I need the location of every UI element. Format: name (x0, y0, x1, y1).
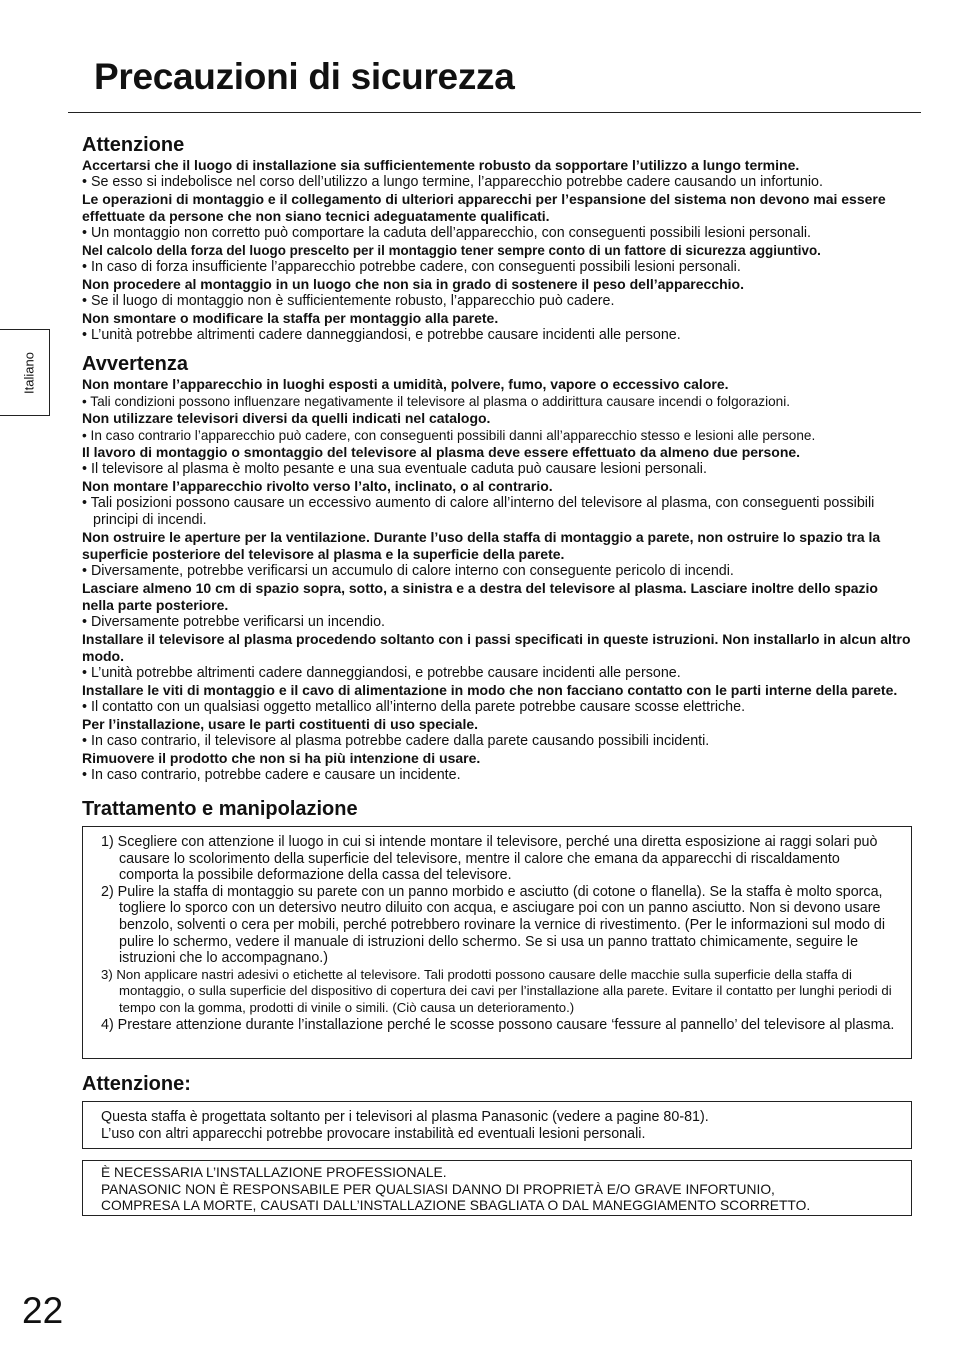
warning-detail: • L’unità potrebbe altrimenti cadere danneggiandosi, e potrebbe causare incidenti alle persone. (82, 665, 681, 681)
main-content (82, 133, 912, 1216)
language-tab (0, 329, 50, 416)
warning-detail: • L’unità potrebbe altrimenti cadere danneggiandosi, e potrebbe causare incidenti alle persone. (82, 327, 681, 343)
warning-detail: • Tali condizioni possono influenzare negativamente il televisore al plasma o addirittura causare incendi o folgorazioni. (82, 394, 791, 409)
warning-detail: • Diversamente, potrebbe verificarsi un accumulo di calore interno con conseguente pericolo di incendi. (82, 563, 734, 579)
section-heading-attenzione: Attenzione (82, 134, 185, 156)
professional-installation-box (82, 1160, 912, 1216)
section-heading-avvertenza: Avvertenza (82, 353, 188, 375)
care-item-1: 1) Scegliere con attenzione il luogo in cui si intende montare il televisore, perché una diretta esposizione ai raggi solari può causare lo scolorimento della superficie del televisore, mentre il calore che emana da apparecchi di riscaldamento comporta la possibile deformazione della cassa del televisore. (101, 834, 878, 884)
section-attenzione (82, 133, 912, 344)
warning-statement: Rimuovere il prodotto che non si ha più intenzione di usare. (82, 750, 481, 766)
warning-statement: Non smontare o modificare la staffa per montaggio alla parete. (82, 310, 499, 326)
page-number: 22 (22, 1290, 64, 1331)
warning-statement: Non ostruire le aperture per la ventilazione. Durante l’uso della staffa di montaggio a parete, non ostruire lo spazio tra la superficie posteriore del televisore al plasma e la superficie della parete. (82, 529, 881, 562)
warning-statement: Lasciare almeno 10 cm di spazio sopra, sotto, a sinistra e a destra del televisore al plasma. Lasciare inoltre dello spazio nella parte posteriore. (82, 580, 878, 613)
warning-statement: Non utilizzare televisori diversi da quelli indicati nel catalogo. (82, 410, 491, 426)
care-instructions-box (82, 826, 912, 1059)
warning-statement: Le operazioni di montaggio e il collegamento di ulteriori apparecchi per l’espansione del sistema non devono mai essere effettuate da persone che non siano tecnici adeguatamente qualificati. (82, 191, 886, 224)
section-heading-trattamento: Trattamento e manipolazione (82, 798, 358, 820)
attenzione-lines (82, 157, 912, 344)
language-tab-label: Italiano (21, 352, 37, 394)
warning-detail: • Se il luogo di montaggio non è sufficientemente robusto, l’apparecchio può cadere. (82, 293, 615, 309)
title-divider (68, 112, 921, 113)
section-attenzione-note (82, 1072, 912, 1149)
compatibility-note-line-2: L’uso con altri apparecchi potrebbe provocare instabilità ed eventuali lesioni personali. (101, 1125, 646, 1142)
avvertenza-lines (82, 376, 912, 784)
warning-statement: Non montare l’apparecchio in luoghi esposti a umidità, polvere, fumo, vapore o eccessivo calore. (82, 376, 729, 392)
warning-statement: Non montare l’apparecchio rivolto verso l’alto, inclinato, o al contrario. (82, 478, 553, 494)
professional-line-3: COMPRESA LA MORTE, CAUSATI DALL’INSTALLAZIONE SBAGLIATA O DAL MANEGGIAMENTO SCORRETTO. (101, 1198, 811, 1214)
page-title: Precauzioni di sicurezza (94, 56, 515, 97)
warning-detail: • In caso contrario l’apparecchio può cadere, con conseguenti possibili danni all’apparecchio stesso e lesioni alle persone. (82, 428, 816, 443)
warning-detail: • Il televisore al plasma è molto pesante e una sua eventuale caduta può causare lesioni personali. (82, 461, 707, 477)
care-item-3: 3) Non applicare nastri adesivi o etichette al televisore. Tali prodotti possono causare delle macchie sulla superficie della staffa di montaggio, o sulla superficie del dispositivo di copertura dei cavi per l’installazione alla parete. Evitare il contatto per lunghi periodi di tempo con la gomma, prodotti di vinile o simili. (Ciò causa un deterioramento.) (101, 966, 892, 1015)
warning-detail: • Un montaggio non corretto può comportare la caduta dell’apparecchio, con conseguenti possibili lesioni personali. (82, 225, 812, 241)
section-heading-attenzione-note: Attenzione: (82, 1073, 191, 1095)
care-item-2: 2) Pulire la staffa di montaggio su parete con un panno morbido e asciutto (di cotone o flanella). Se la staffa è molto sporca, togliere lo sporco con un detersivo neutro diluito con acqua, e asciugare poi con un panno asciutto. Non si devono usare benzolo, solventi o cera per mobili, perché potrebbero rovinare la vernice di rivestimento. (Per le informazioni sul modo di pulire lo schermo, vedere il manuale di istruzioni dello schermo. Se si usa un panno trattato chimicamente, seguire le istruzioni che lo accompagnano.) (101, 883, 886, 967)
warning-statement: Accertarsi che il luogo di installazione sia sufficientemente robusto da sopportare l’utilizzo a lungo termine. (82, 157, 800, 173)
warning-statement: Non procedere al montaggio in un luogo che non sia in grado di sostenere il peso dell’apparecchio. (82, 276, 744, 292)
professional-line-1: È NECESSARIA L’INSTALLAZIONE PROFESSIONALE. (101, 1165, 447, 1180)
professional-line-2: PANASONIC NON È RESPONSABILE PER QUALSIASI DANNO DI PROPRIETÀ E/O GRAVE INFORTUNIO, (101, 1181, 775, 1197)
warning-statement: Nel calcolo della forza del luogo prescelto per il montaggio tener sempre conto di un fattore di sicurezza aggiuntivo. (82, 243, 821, 258)
compatibility-note-box (82, 1101, 912, 1149)
section-avvertenza (82, 352, 912, 784)
compatibility-note-line-1: Questa staffa è progettata soltanto per i televisori al plasma Panasonic (vedere a pagine 80-81). (101, 1109, 709, 1125)
warning-detail: • In caso di forza insufficiente l’apparecchio potrebbe cadere, con conseguenti possibili lesioni personali. (82, 259, 741, 275)
warning-statement: Installare il televisore al plasma procedendo soltanto con i passi specificati in queste istruzioni. Non installarlo in alcun altro modo. (82, 631, 911, 664)
warning-detail: • Tali posizioni possono causare un eccessivo aumento di calore all’interno del televisore al plasma, con conseguenti possibili principi di incendi. (82, 495, 875, 528)
warning-statement: Installare le viti di montaggio e il cavo di alimentazione in modo che non facciano contatto con le parti interne della parete. (82, 682, 898, 698)
warning-detail: • Se esso si indebolisce nel corso dell’utilizzo a lungo termine, l’apparecchio potrebbe cadere causando un infortunio. (82, 174, 823, 190)
warning-detail: • Il contatto con un qualsiasi oggetto metallico all’interno della parete potrebbe causare scosse elettriche. (82, 699, 746, 715)
warning-statement: Per l’installazione, usare le parti costituenti di uso speciale. (82, 716, 479, 732)
section-trattamento (82, 797, 912, 1059)
warning-detail: • In caso contrario, potrebbe cadere e causare un incidente. (82, 767, 461, 783)
care-item-4: 4) Prestare attenzione durante l’installazione perché le scosse possono causare ‘fessure al pannello’ del televisore al plasma. (101, 1016, 895, 1033)
warning-detail: • In caso contrario, il televisore al plasma potrebbe cadere dalla parete causando possibili incidenti. (82, 733, 710, 749)
warning-detail: • Diversamente potrebbe verificarsi un incendio. (82, 614, 386, 630)
warning-statement: Il lavoro di montaggio o smontaggio del televisore al plasma deve essere effettuato da almeno due persone. (82, 444, 801, 460)
